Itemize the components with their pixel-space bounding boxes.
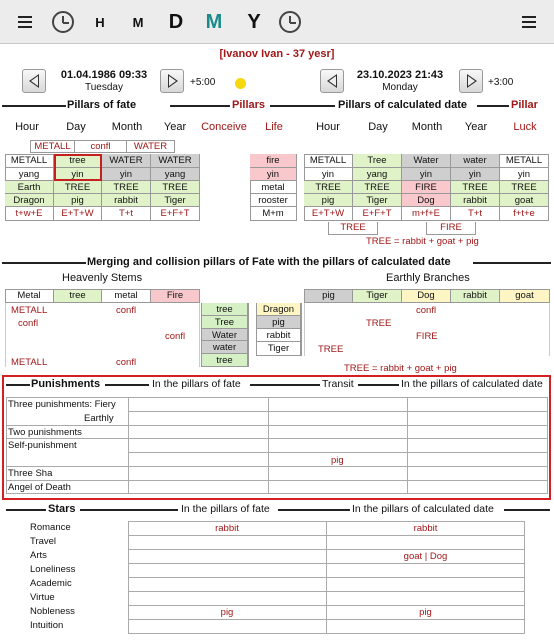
star-intuition: Intuition (30, 620, 64, 631)
star-romance-fate: rabbit (215, 523, 239, 534)
pillar-section-title: Pillar (511, 99, 538, 111)
star-travel: Travel (30, 536, 57, 547)
calc-hour-element[interactable]: TREE (304, 181, 353, 194)
stars-calc-header: In the pillars of calculated date (352, 503, 494, 515)
calc-day-stem[interactable]: Tree (353, 154, 402, 168)
fate-hour-element[interactable]: Earth (5, 181, 54, 194)
stems-header-fire: Fire (151, 290, 199, 302)
star-academic: Academic (30, 578, 72, 589)
calc-bottom-fire: FIRE (426, 222, 476, 235)
calc-luck-polarity: yin (500, 168, 549, 181)
fate-top-confl: confl (75, 140, 127, 153)
calc-month-polarity: yin (402, 168, 451, 181)
branches-header-pig: pig (305, 290, 353, 302)
fate-header-day: Day (66, 121, 86, 133)
stems-r2-confl: confl (18, 318, 39, 329)
life-polarity: yin (250, 168, 297, 181)
divider (170, 105, 230, 107)
left-next-button[interactable] (160, 69, 184, 93)
star-nobleness: Nobleness (30, 606, 75, 617)
stems-r3-confl: confl (165, 331, 186, 342)
fate-header-year: Year (163, 121, 187, 133)
punish-row-angel: Angel of Death (8, 482, 71, 493)
left-weekday: Tuesday (85, 82, 123, 93)
fate-day-stem[interactable]: tree (54, 154, 102, 168)
calc-header-day: Day (368, 121, 388, 133)
fate-top-metall: METALL (30, 140, 75, 153)
fate-year-formula: E+F+T (151, 207, 200, 221)
fate-header-life: Life (265, 121, 283, 133)
calc-luck-animal[interactable]: goat (500, 194, 549, 207)
life-stem[interactable]: fire (250, 154, 297, 168)
person-name: [Ivanov Ivan - 37 yesr] (219, 48, 335, 60)
calc-month-formula: m+f+E (402, 207, 451, 221)
fate-day-formula: E+T+W (54, 207, 102, 221)
divider (358, 384, 399, 386)
branches-side-2: rabbit (257, 329, 301, 342)
stems-header-tree: tree (54, 290, 102, 302)
branches-header-goat: goat (500, 290, 549, 302)
punish-calc-header: In the pillars of calculated date (401, 378, 543, 390)
punish-transit-header: Transit (322, 378, 354, 390)
divider (6, 384, 30, 386)
stems-side-2: Water (202, 329, 248, 341)
divider (80, 509, 178, 511)
calc-day-polarity: yang (353, 168, 402, 181)
pillars-section-title: Pillars (232, 99, 266, 111)
clock-right-icon[interactable] (277, 0, 303, 44)
stems-r1-confl: confl (116, 305, 137, 316)
fate-top-water: WATER (127, 140, 175, 153)
fate-month-polarity: yin (102, 168, 151, 181)
punish-row-earthly: Earthly (84, 413, 114, 424)
stems-side-3: water (202, 341, 248, 354)
fate-month-formula: T+t (102, 207, 151, 221)
punish-transit-pig: pig (331, 455, 344, 466)
calc-day-animal[interactable]: Tiger (353, 194, 402, 207)
fate-hour-animal[interactable]: Dragon (5, 194, 54, 207)
calc-header-hour: Hour (316, 121, 340, 133)
hour-button[interactable]: H (95, 14, 105, 30)
fate-hour-polarity: yang (5, 168, 54, 181)
earthly-branches-title: Earthly Branches (386, 272, 470, 284)
calc-header-month: Month (411, 121, 443, 133)
fate-header-conceive: Conceive (201, 121, 247, 133)
calc-luck-element[interactable]: TREE (500, 181, 549, 194)
star-arts: Arts (30, 550, 47, 561)
fate-section-title: Pillars of fate (67, 99, 137, 111)
minute-button[interactable]: M (132, 14, 144, 30)
month-button[interactable]: M (205, 10, 223, 33)
fate-month-animal[interactable]: rabbit (102, 194, 151, 207)
divider (477, 105, 509, 107)
stars-fate-header: In the pillars of fate (181, 503, 270, 515)
branches-header-rabbit: rabbit (451, 290, 500, 302)
punish-row-sha: Three Sha (8, 468, 53, 479)
calc-luck-stem[interactable]: METALL (500, 154, 549, 168)
branches-side-1: pig (257, 316, 301, 329)
branches-side-3: Tiger (257, 342, 301, 355)
year-button[interactable]: Y (247, 10, 261, 33)
punish-row-self: Self-punishment (8, 440, 77, 451)
calc-header-luck: Luck (513, 121, 537, 133)
fate-year-element[interactable]: TREE (151, 181, 200, 194)
stems-side-0: tree (202, 303, 248, 316)
punishments-title: Punishments (31, 378, 101, 390)
calc-day-formula: E+F+T (353, 207, 402, 221)
merge-section-title: Merging and collision pillars of Fate with the pillars of calculated date (87, 256, 451, 268)
stems-header-metal2: metal (102, 289, 151, 303)
fate-day-element[interactable]: TREE (54, 181, 102, 194)
calc-header-year: Year (464, 121, 488, 133)
punish-row-two: Two punishments (8, 427, 82, 438)
sun-icon (235, 78, 246, 89)
right-datetime[interactable]: 23.10.2023 21:43 (356, 69, 444, 81)
stems-r4-metall: METALL (11, 357, 48, 368)
right-weekday: Monday (382, 82, 418, 93)
day-master-highlight (54, 154, 102, 181)
calc-year-element[interactable]: TREE (451, 181, 500, 194)
right-timezone[interactable]: +3:00 (488, 77, 514, 88)
calc-luck-formula: f+t+e (500, 207, 549, 221)
calc-year-stem[interactable]: water (451, 154, 500, 168)
stems-r1-metall: METALL (11, 305, 48, 316)
star-nobleness-fate: pig (220, 607, 234, 618)
fate-month-element[interactable]: TREE (102, 181, 151, 194)
branches-tree2: TREE (318, 344, 344, 355)
branches-header-dog: Dog (402, 290, 451, 302)
branches-side-0: Dragon (257, 303, 301, 316)
calc-month-element[interactable]: FIRE (402, 181, 451, 194)
calc-year-polarity: yin (451, 168, 500, 181)
left-prev-button[interactable] (22, 69, 46, 93)
punish-row-fiery: Three punishments: Fiery (8, 399, 116, 410)
calc-hour-polarity: yin (304, 168, 353, 181)
calc-year-animal[interactable]: rabbit (451, 194, 500, 207)
left-datetime[interactable]: 01.04.1986 09:33 (60, 69, 148, 81)
divider (2, 105, 66, 107)
branches-tree1: TREE (366, 318, 392, 329)
fate-header-month: Month (111, 121, 143, 133)
calc-section-title: Pillars of calculated date (338, 99, 467, 111)
divider (504, 509, 550, 511)
branches-formula: TREE = rabbit + goat + pig (344, 363, 457, 374)
calc-hour-formula: E+T+W (304, 207, 353, 221)
calc-hour-animal[interactable]: pig (304, 194, 353, 207)
divider (270, 105, 335, 107)
right-next-button[interactable] (459, 69, 483, 93)
fate-year-polarity: yang (151, 168, 200, 181)
stems-side-1: Tree (202, 316, 248, 329)
stems-r4-confl: confl (116, 357, 137, 368)
life-animal[interactable]: rooster (250, 194, 297, 207)
fate-year-animal[interactable]: Tiger (151, 194, 200, 207)
calc-month-stem[interactable]: Water (402, 154, 451, 168)
divider (250, 384, 320, 386)
calc-hour-stem[interactable]: METALL (304, 154, 353, 168)
fate-day-polarity: yin (54, 168, 102, 181)
star-romance-calc: rabbit (413, 523, 438, 534)
calc-bottom-formula: TREE = rabbit + goat + pig (366, 236, 479, 247)
punish-fate-header: In the pillars of fate (152, 378, 241, 390)
star-nobleness-calc: pig (419, 607, 432, 618)
star-arts-calc: goat | Dog (403, 551, 448, 562)
life-element[interactable]: metal (250, 181, 297, 194)
fate-hour-stem[interactable]: METALL (5, 154, 54, 168)
calc-day-element[interactable]: TREE (353, 181, 402, 194)
right-prev-button[interactable] (320, 69, 344, 93)
divider (278, 509, 350, 511)
divider (105, 384, 149, 386)
calc-year-formula: T+t (451, 207, 500, 221)
fate-header-hour: Hour (15, 121, 39, 133)
fate-year-stem[interactable]: WATER (151, 154, 200, 168)
toolbar (0, 0, 554, 44)
fate-hour-formula: t+w+E (5, 207, 54, 221)
stems-header-metal: Metal (5, 289, 54, 303)
branches-header-tiger: Tiger (353, 290, 402, 302)
stems-side-4: tree (202, 354, 248, 366)
left-timezone[interactable]: +5:00 (190, 77, 216, 88)
star-romance: Romance (30, 522, 71, 533)
clock-icon[interactable] (50, 0, 76, 44)
calc-bottom-tree: TREE (328, 222, 378, 235)
branches-fire: FIRE (416, 331, 438, 342)
divider (2, 262, 86, 264)
day-button[interactable]: D (168, 10, 184, 33)
calc-month-animal[interactable]: Dog (402, 194, 451, 207)
menu-right-icon[interactable] (518, 0, 540, 44)
branches-confl: confl (416, 305, 437, 316)
divider (473, 262, 551, 264)
divider (6, 509, 46, 511)
fate-month-stem[interactable]: WATER (102, 154, 151, 168)
heavenly-stems-title: Heavenly Stems (62, 272, 143, 284)
star-loneliness: Loneliness (30, 564, 76, 575)
fate-day-animal[interactable]: pig (54, 194, 102, 207)
life-formula: M+m (250, 207, 297, 221)
stars-title: Stars (48, 503, 76, 515)
menu-left-icon[interactable] (14, 0, 36, 44)
star-virtue: Virtue (30, 592, 55, 603)
